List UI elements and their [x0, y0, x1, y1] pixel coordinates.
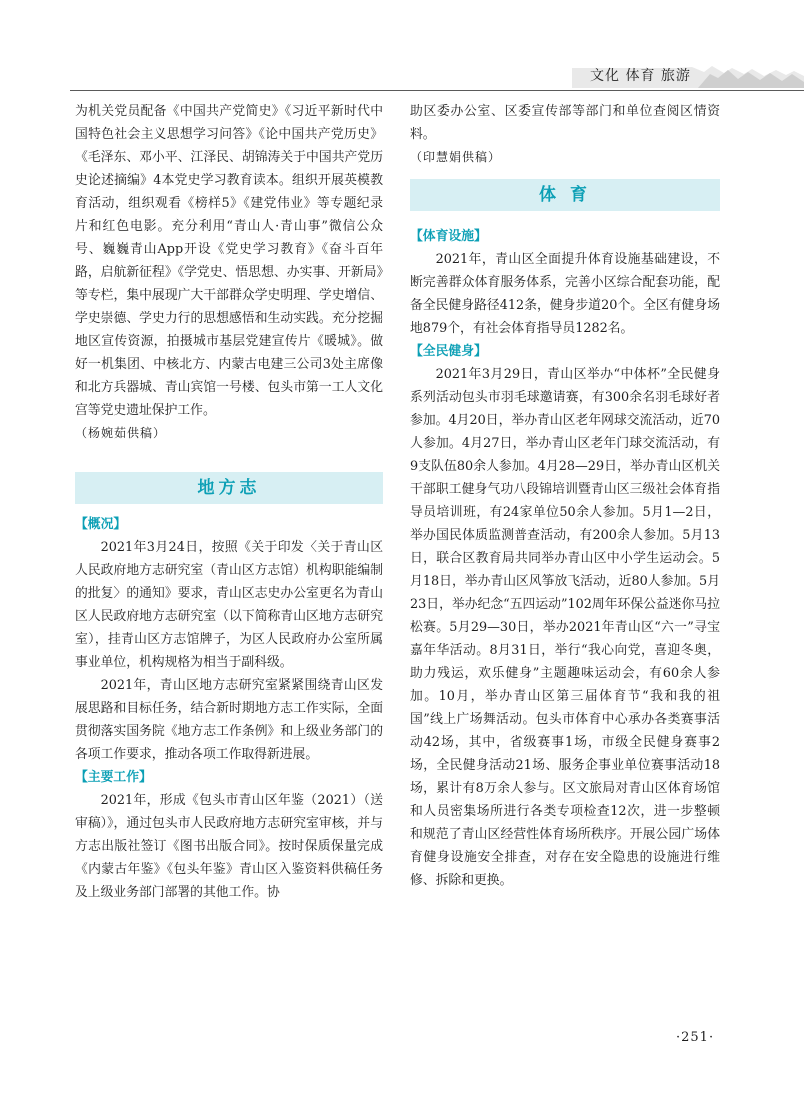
credit-left: （杨婉茹供稿） [75, 426, 167, 440]
subhead-national-fitness: 【全民健身】 [410, 344, 487, 359]
overview-paragraph-2: 2021年，青山区地方志研究室紧紧围绕青山区发展思路和目标任务，结合新时期地方志工作实际，全面贯彻落实国务院《地方志工作条例》和上级业务部门的各项工作要求，推动各项工作取得新进展。 [75, 678, 383, 762]
fitness-paragraph: 2021年3月29日，青山区举办“中体杯”全民健身系列活动包头市羽毛球邀请赛，有300余名羽毛球好者参加。4月20日，举办青山区老年网球交流活动，近70人参加。4月27日，举办青山区老年门球交流活动，有9支队伍80余人参加。4月28—29日，举办青山区机关干部职工健身气功八段锦培训暨青山区三级社会体育指导员培训班，有24家单位50余人参加。5月1—2日，举办国民体质监测普查活动，有200余人参加。5月13日，联合区教育局共同举办青山区中小学生运动会。5月18日，举办青山区风筝放飞活动，近80人参加。5月23日，举办纪念“五四运动”102周年环保公益迷你马拉松赛。5月29—30日，举办2021年青山区“六一”寻宝嘉年华活动。8月31日，举行“我心向党，喜迎冬奥，助力残运，欢乐健身”主题趣味运动会，有60余人参加。10月，举办青山区第三届体育节“我和我的祖国”线上广场舞活动。包头市体育中心承办各类赛事活动42场，其中，省级赛事1场，市级全民健身赛事2场，全民健身活动21场、服务企事业单位赛事活动18场，累计有8万余人参与。区文旅局对青山区体育场馆和人员密集场所进行各类专项检查12次，进一步整顿和规范了青山区经营性体育场所秩序。开展公园广场体育健身设施安全排查，对存在安全隐患的设施进行维修、拆除和更换。 [410, 367, 720, 888]
section-title-sports: 体 育 [410, 179, 720, 211]
left-column [75, 100, 383, 904]
continued-paragraph: 助区委办公室、区委宣传部等部门和单位查阅区情资料。 [410, 104, 720, 142]
intro-paragraph: 为机关党员配备《中国共产党简史》《习近平新时代中国特色社会主义思想学习问答》《论中国共产党历史》《毛泽东、邓小平、江泽民、胡锦涛关于中国共产党历史论述摘编》4本党史学习教育读本。组织开展英模教育活动，组织观看《榜样5》《建党伟业》等专题纪录片和红色电影。充分利用“青山人·青山事”微信公众号、巍巍青山App开设《党史学习教育》《奋斗百年路，启航新征程》《学党史、悟思想、办实事、开新局》等专栏，集中展现广大干部群众学史明理、学史增信、学史崇德、学史力行的思想感悟和生动实践。充分挖掘地区宣传资源，拍摄城市基层党建宣传片《暖城》。做好一机集团、中核北方、内蒙古电建三公司3处主席像和北方兵器城、青山宾馆一号楼、包头市第一工人文化宫等党史遗址保护工作。 [75, 104, 383, 418]
overview-paragraph-1: 2021年3月24日，按照《关于印发〈关于青山区人民政府地方志研究室（青山区方志馆）机构职能编制的批复〉的通知》要求，青山区志史办公室更名为青山区人民政府地方志研究室（以下简称青山区地方志研究室），挂青山区方志馆牌子，为区人民政府办公室所属事业单位，机构规格为相当于副科级。 [75, 540, 383, 670]
subhead-overview: 【概况】 [75, 517, 127, 532]
subhead-main-work: 【主要工作】 [75, 770, 152, 785]
credit-right: （印慧娟供稿） [410, 150, 502, 164]
page-number: ·251· [676, 1030, 715, 1045]
header-rule [70, 90, 804, 91]
page-header [0, 0, 804, 100]
section-label: 文化 体育 旅游 [590, 68, 691, 84]
section-title-local-chronicles: 地方志 [75, 472, 383, 504]
right-column [410, 100, 720, 892]
subhead-sports-facilities: 【体育设施】 [410, 229, 487, 244]
main-work-paragraph: 2021年，形成《包头市青山区年鉴（2021）（送审稿）》，通过包头市人民政府地方志研究室审核，并与方志出版社签订《图书出版合同》。按时保质保量完成《内蒙古年鉴》《包头年鉴》青山区入鉴资料供稿任务及上级业务部门部署的其他工作。协 [75, 793, 383, 900]
facilities-paragraph: 2021年，青山区全面提升体育设施基础建设，不断完善群众体育服务体系，完善小区综合配套功能，配备全民健身路径412条，健身步道20个。全区有健身场地879个，有社会体育指导员1282名。 [410, 252, 720, 336]
